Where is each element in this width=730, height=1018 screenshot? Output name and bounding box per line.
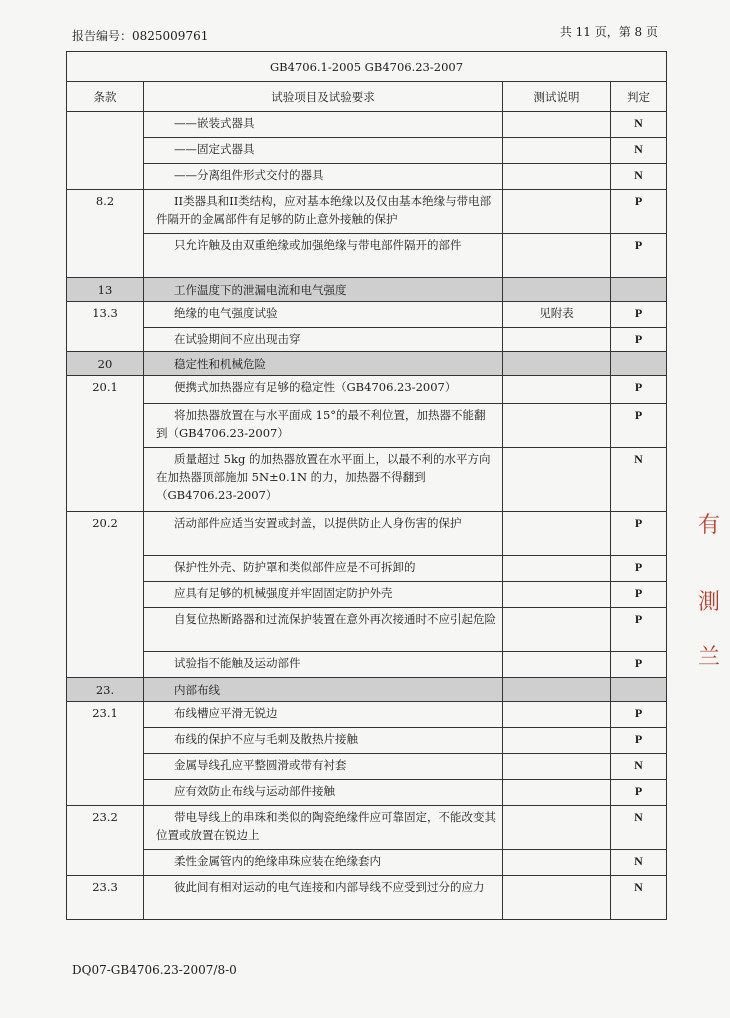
test-results-table — [66, 51, 667, 920]
table-row — [67, 608, 667, 652]
clause-cell: 13 — [67, 278, 144, 302]
verdict-cell: P — [611, 404, 667, 448]
clause-cell — [67, 448, 144, 512]
table-row — [67, 234, 667, 278]
clause-cell — [67, 234, 144, 278]
verdict-cell: P — [611, 512, 667, 556]
verdict-cell: P — [611, 728, 667, 754]
test-item-cell: 内部布线 — [144, 678, 503, 702]
table-row — [67, 190, 667, 234]
test-item-cell: ——固定式器具 — [144, 138, 503, 164]
test-note-cell — [503, 806, 611, 850]
clause-cell — [67, 328, 144, 352]
test-item-cell: 柔性金属管内的绝缘串珠应装在绝缘套内 — [144, 850, 503, 876]
test-note-cell — [503, 278, 611, 302]
col-header-verdict: 判定 — [611, 82, 667, 112]
section-row — [67, 278, 667, 302]
table-row — [67, 652, 667, 678]
verdict-cell: P — [611, 234, 667, 278]
test-item-cell: 布线槽应平滑无锐边 — [144, 702, 503, 728]
clause-cell: 8.2 — [67, 190, 144, 234]
stamp-mark: 有 — [698, 513, 721, 538]
clause-cell: 23.2 — [67, 806, 144, 850]
verdict-cell: P — [611, 328, 667, 352]
table-row — [67, 850, 667, 876]
test-note-cell — [503, 850, 611, 876]
clause-cell — [67, 582, 144, 608]
test-note-cell — [503, 876, 611, 920]
stamp-mark: 測 — [698, 590, 721, 615]
clause-cell — [67, 754, 144, 780]
verdict-cell: P — [611, 556, 667, 582]
col-header-clause: 条款 — [67, 82, 144, 112]
test-item-cell: 带电导线上的串珠和类似的陶瓷绝缘件应可靠固定，不能改变其位置或放置在锐边上 — [144, 806, 503, 850]
test-item-cell: 布线的保护不应与毛刺及散热片接触 — [144, 728, 503, 754]
clause-cell: 20.2 — [67, 512, 144, 556]
test-note-cell — [503, 234, 611, 278]
verdict-cell: P — [611, 702, 667, 728]
report-number: 报告编号：0825009761 — [72, 29, 209, 43]
verdict-cell: N — [611, 876, 667, 920]
doc-code: DQ07-GB4706.23-2007/8-0 — [72, 963, 237, 977]
clause-cell — [67, 608, 144, 652]
verdict-cell: P — [611, 652, 667, 678]
test-note-cell — [503, 112, 611, 138]
verdict-cell: N — [611, 138, 667, 164]
test-item-cell: 应具有足够的机械强度并牢固固定防护外壳 — [144, 582, 503, 608]
test-note-cell — [503, 376, 611, 404]
table-row — [67, 302, 667, 328]
verdict-cell: P — [611, 190, 667, 234]
stamp-mark: 兰 — [698, 645, 721, 670]
test-item-cell: 彼此间有相对运动的电气连接和内部导线不应受到过分的应力 — [144, 876, 503, 920]
test-item-cell: 保护性外壳、防护罩和类似部件应是不可拆卸的 — [144, 556, 503, 582]
table-row — [67, 728, 667, 754]
test-note-cell — [503, 582, 611, 608]
clause-cell — [67, 652, 144, 678]
clause-cell: 20.1 — [67, 376, 144, 404]
test-item-cell: 自复位热断路器和过流保护装置在意外再次接通时不应引起危险 — [144, 608, 503, 652]
clause-cell: 20 — [67, 352, 144, 376]
verdict-cell: P — [611, 302, 667, 328]
test-item-cell: 质量超过 5kg 的加热器放置在水平面上，以最不利的水平方向在加热器顶部施加 5N±0.1N 的力，加热器不得翻到（GB4706.23-2007） — [144, 448, 503, 512]
test-note-cell — [503, 652, 611, 678]
verdict-cell: N — [611, 806, 667, 850]
test-note-cell — [503, 754, 611, 780]
table-row — [67, 404, 667, 448]
test-note-cell — [503, 702, 611, 728]
clause-cell — [67, 164, 144, 190]
table-row — [67, 556, 667, 582]
page-info: 共 11 页，第 8 页 — [559, 25, 658, 39]
verdict-cell — [611, 278, 667, 302]
test-note-cell — [503, 352, 611, 376]
test-item-cell: 便携式加热器应有足够的稳定性（GB4706.23-2007） — [144, 376, 503, 404]
test-item-cell: 工作温度下的泄漏电流和电气强度 — [144, 278, 503, 302]
table-row — [67, 112, 667, 138]
table-row — [67, 512, 667, 556]
table-row — [67, 138, 667, 164]
table-row — [67, 806, 667, 850]
table-row — [67, 582, 667, 608]
clause-cell: 23.3 — [67, 876, 144, 920]
verdict-cell: N — [611, 448, 667, 512]
clause-cell — [67, 112, 144, 138]
verdict-cell: N — [611, 850, 667, 876]
clause-cell — [67, 850, 144, 876]
clause-cell: 23. — [67, 678, 144, 702]
test-item-cell: 在试验期间不应出现击穿 — [144, 328, 503, 352]
verdict-cell: P — [611, 780, 667, 806]
test-item-cell: II类器具和II类结构，应对基本绝缘以及仅由基本绝缘与带电部件隔开的金属部件有足够的防止意外接触的保护 — [144, 190, 503, 234]
test-note-cell — [503, 678, 611, 702]
table-row — [67, 702, 667, 728]
col-header-note: 测试说明 — [503, 82, 611, 112]
test-note-cell — [503, 164, 611, 190]
table-row — [67, 876, 667, 920]
test-item-cell: 金属导线孔应平整圆滑或带有衬套 — [144, 754, 503, 780]
table-row — [67, 448, 667, 512]
test-note-cell — [503, 138, 611, 164]
clause-cell: 13.3 — [67, 302, 144, 328]
verdict-cell: N — [611, 754, 667, 780]
verdict-cell — [611, 678, 667, 702]
standard-title: GB4706.1-2005 GB4706.23-2007 — [67, 52, 667, 82]
test-item-cell: 活动部件应适当安置或封盖，以提供防止人身伤害的保护 — [144, 512, 503, 556]
test-item-cell: ——分离组件形式交付的器具 — [144, 164, 503, 190]
test-item-cell: 将加热器放置在与水平面成 15°的最不利位置，加热器不能翻到（GB4706.23-2007） — [144, 404, 503, 448]
clause-cell — [67, 780, 144, 806]
clause-cell — [67, 728, 144, 754]
verdict-cell: P — [611, 608, 667, 652]
table-row — [67, 328, 667, 352]
test-note-cell — [503, 780, 611, 806]
test-note-cell — [503, 190, 611, 234]
table-row — [67, 376, 667, 404]
clause-cell — [67, 138, 144, 164]
verdict-cell: N — [611, 164, 667, 190]
table-row — [67, 754, 667, 780]
col-header-item: 试验项目及试验要求 — [144, 82, 503, 112]
test-note-cell: 见附表 — [503, 302, 611, 328]
test-item-cell: 稳定性和机械危险 — [144, 352, 503, 376]
test-note-cell — [503, 728, 611, 754]
verdict-cell: N — [611, 112, 667, 138]
test-item-cell: 应有效防止布线与运动部件接触 — [144, 780, 503, 806]
clause-cell — [67, 556, 144, 582]
test-note-cell — [503, 608, 611, 652]
section-row — [67, 352, 667, 376]
verdict-cell — [611, 352, 667, 376]
test-item-cell: 只允许触及由双重绝缘或加强绝缘与带电部件隔开的部件 — [144, 234, 503, 278]
test-item-cell: ——嵌装式器具 — [144, 112, 503, 138]
table-row — [67, 780, 667, 806]
clause-cell — [67, 404, 144, 448]
verdict-cell: P — [611, 376, 667, 404]
verdict-cell: P — [611, 582, 667, 608]
test-note-cell — [503, 556, 611, 582]
test-item-cell: 绝缘的电气强度试验 — [144, 302, 503, 328]
table-row — [67, 164, 667, 190]
section-row — [67, 678, 667, 702]
test-note-cell — [503, 328, 611, 352]
test-note-cell — [503, 448, 611, 512]
test-item-cell: 试验指不能触及运动部件 — [144, 652, 503, 678]
test-note-cell — [503, 512, 611, 556]
clause-cell: 23.1 — [67, 702, 144, 728]
test-note-cell — [503, 404, 611, 448]
